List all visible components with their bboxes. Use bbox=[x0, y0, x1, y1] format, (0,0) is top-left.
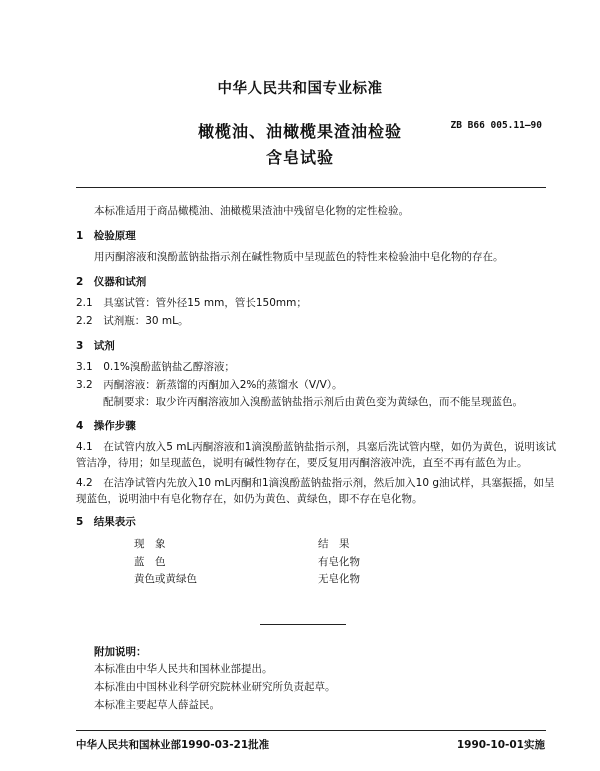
section-3-heading: 3 试剂 bbox=[76, 340, 115, 352]
appendix-line: 本标准由中华人民共和国林业部提出。 bbox=[94, 663, 273, 675]
result-table-cell: 无皂化物 bbox=[318, 573, 360, 585]
section-4-heading: 4 操作步骤 bbox=[76, 420, 136, 432]
section-1-text: 用丙酮溶液和溴酚蓝钠盐指示剂在碱性物质中呈现蓝色的特性来检验油中皂化物的存在。 bbox=[94, 251, 504, 263]
section-2-item: 2.2 试剂瓶：30 mL。 bbox=[76, 315, 189, 327]
header-org-standard: 中华人民共和国专业标准 bbox=[217, 81, 383, 97]
intro-paragraph: 本标准适用于商品橄榄油、油橄榄果渣油中残留皂化物的定性检验。 bbox=[94, 205, 409, 217]
footer-divider bbox=[76, 730, 546, 731]
document-title: 橄榄油、油橄榄果渣油检验 bbox=[197, 122, 402, 141]
section-3-item: 3.2 丙酮溶液：新蒸馏的丙酮加入2%的蒸馏水（V/V）。 bbox=[76, 379, 343, 391]
section-4-paragraph-2-line-1: 4.2 在洁净试管内先放入10 mL丙酮和1滴溴酚蓝钠盐指示剂，然后加入10 g油试样，具塞振摇，如呈 bbox=[76, 477, 555, 489]
section-3-item: 3.1 0.1%溴酚蓝钠盐乙醇溶液； bbox=[76, 361, 235, 373]
result-table-cell: 有皂化物 bbox=[318, 556, 360, 568]
appendix-divider bbox=[260, 624, 346, 625]
result-table-header-result: 结 果 bbox=[318, 538, 350, 550]
section-2-heading: 2 仪器和试剂 bbox=[76, 276, 147, 288]
result-table-cell: 黄色或黄绿色 bbox=[134, 573, 197, 585]
title-divider bbox=[76, 187, 546, 188]
section-4-paragraph-1-line-1: 4.1 在试管内放入5 mL丙酮溶液和1滴溴酚蓝钠盐指示剂，具塞后洗试管内壁，如仍为黄色，说明该试 bbox=[76, 441, 556, 453]
section-2-item: 2.1 具塞试管：管外径15 mm，管长150mm； bbox=[76, 297, 307, 309]
section-4-paragraph-2-line-2: 现蓝色，说明油中有皂化物存在，如仍为黄色、黄绿色，即不存在皂化物。 bbox=[76, 493, 423, 505]
appendix-line: 本标准由中国林业科学研究院林业研究所负责起草。 bbox=[94, 681, 336, 693]
footer-approval: 中华人民共和国林业部1990-03-21批准 bbox=[76, 739, 270, 751]
standard-number: ZB B66 005.11—90 bbox=[450, 120, 542, 131]
section-5-heading: 5 结果表示 bbox=[76, 516, 136, 528]
section-4-paragraph-1-line-2: 管洁净，待用；如呈现蓝色，说明有碱性物存在，要反复用丙酮溶液冲洗，直至不再有蓝色为止。 bbox=[76, 457, 528, 469]
appendix-line: 本标准主要起草人薛益民。 bbox=[94, 699, 220, 711]
result-table-cell: 蓝 色 bbox=[134, 556, 166, 568]
footer-effective-date: 1990-10-01实施 bbox=[456, 739, 545, 751]
document-subtitle: 含皂试验 bbox=[265, 148, 334, 167]
appendix-heading: 附加说明： bbox=[94, 646, 147, 658]
section-1-heading: 1 检验原理 bbox=[76, 230, 136, 242]
result-table-header-phenomenon: 现 象 bbox=[134, 538, 166, 550]
section-3-note: 配制要求：取少许丙酮溶液加入溴酚蓝钠盐指示剂后由黄色变为黄绿色，而不能呈现蓝色。 bbox=[103, 396, 523, 408]
